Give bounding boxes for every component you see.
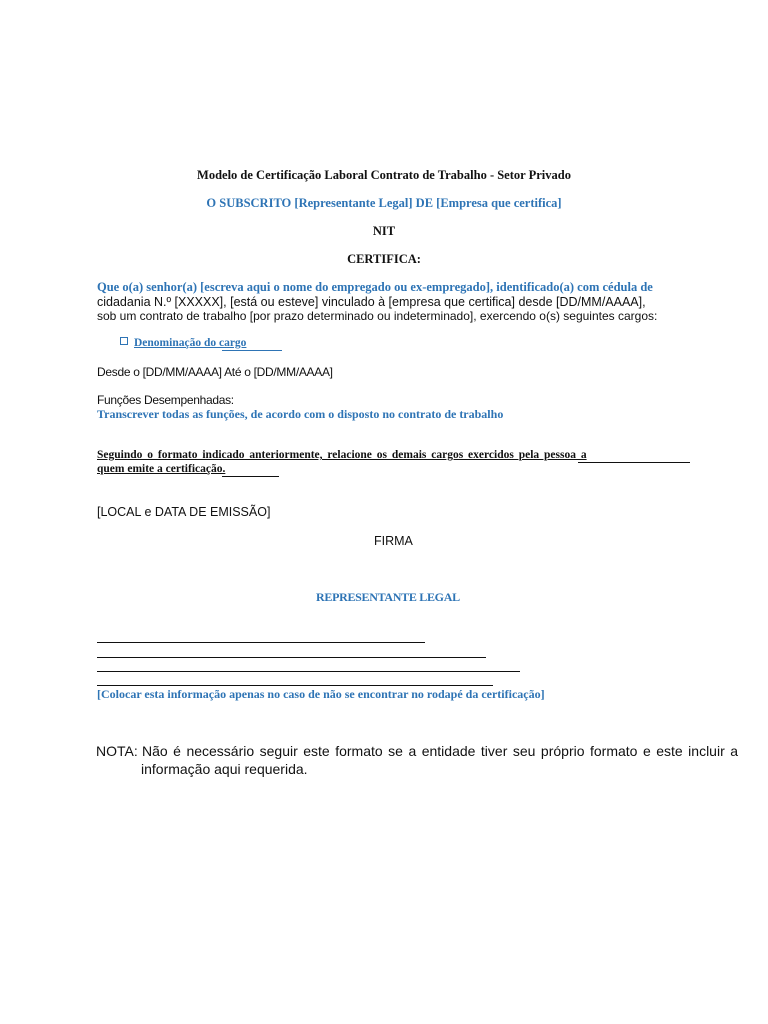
nota-line-2: informação aqui requerida. (141, 761, 308, 777)
local-date-field: [LOCAL e DATA DE EMISSÃO] (97, 505, 271, 519)
footer-note: [Colocar esta informação apenas no caso de não se encontrar no rodapé da certificação] (97, 687, 545, 701)
signature-label: FIRMA (374, 534, 413, 548)
position-name-field: Denominação do cargo (134, 337, 247, 349)
signature-line-2 (97, 657, 486, 658)
position-bullet-item (120, 337, 246, 349)
functions-instruction: Transcrever todas as funções, de acordo com o disposto no contrato de trabalho (97, 407, 504, 421)
position-name-underline (222, 350, 282, 351)
signature-line-1 (97, 642, 425, 643)
document-title: Modelo de Certificação Laboral Contrato de Trabalho - Setor Privado (197, 168, 571, 182)
subscriber-line: O SUBSCRITO [Representante Legal] DE [Empresa que certifica] (206, 196, 562, 210)
body-line-3: sob um contrato de trabalho [por prazo determinado ou indeterminado], exercendo o(s) seguintes cargos: (97, 309, 658, 323)
instruction-underline-1 (578, 462, 690, 463)
instruction-line-1: Seguindo o formato indicado anteriormente, relacione os demais cargos exercidos pela pessoa a (97, 449, 587, 461)
signature-line-4 (97, 685, 493, 686)
body-line-2: cidadania N.º [XXXXX], [está ou esteve] vinculado à [empresa que certifica] desde [DD/MM/AAAA], (97, 295, 646, 309)
instruction-underline-2 (222, 476, 279, 477)
functions-label: Funções Desempenhadas: (97, 393, 234, 407)
checkbox-icon (120, 337, 128, 345)
nota-label: NOTA: (96, 743, 138, 759)
body-line-1: Que o(a) senhor(a) [escreva aqui o nome do empregado ou ex-empregado], identificado(a) com cédula de (97, 280, 653, 294)
signature-line-3 (97, 671, 520, 672)
period-line: Desde o [DD/MM/AAAA] Até o [DD/MM/AAAA] (97, 365, 333, 379)
representative-label: REPRESENTANTE LEGAL (316, 590, 460, 604)
nit-heading: NIT (372, 224, 396, 238)
nota-line-1: Não é necessário seguir este formato se a entidade tiver seu próprio formato e este incluir a (142, 743, 739, 759)
certifica-heading: CERTIFICA: (347, 252, 421, 266)
instruction-line-2: quem emite a certificação. (97, 463, 226, 475)
